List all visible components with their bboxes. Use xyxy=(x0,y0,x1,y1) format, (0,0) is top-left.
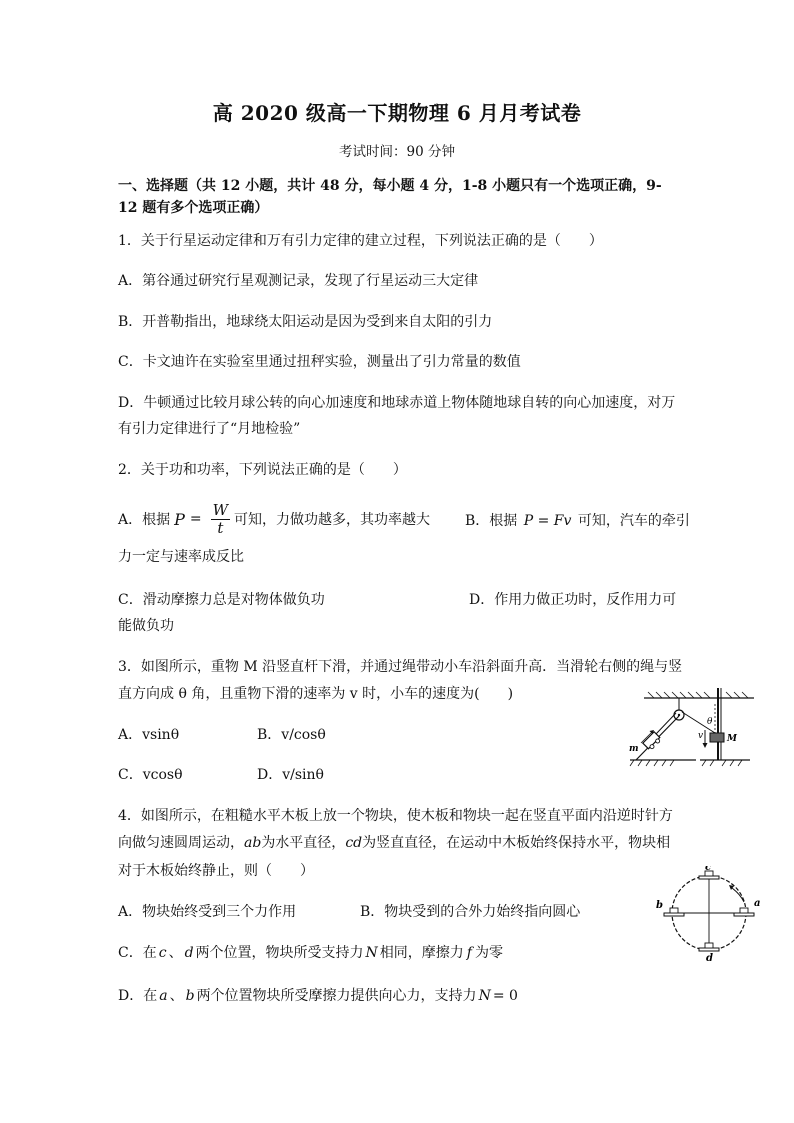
q4-c-suffix: 为零 xyxy=(474,945,503,961)
q4-stem2-prefix: 向做匀速圆周运动， xyxy=(118,835,244,851)
q3-pulley-figure xyxy=(626,688,756,768)
q4-stem-cont2: 对于木板始终静止，则（ ） xyxy=(118,863,314,879)
exam-duration: 考试时间：90 分钟 xyxy=(339,144,455,160)
q4-option-b: B．物块受到的合外力始终指向圆心 xyxy=(360,904,581,920)
q4-c-var-d: d xyxy=(184,945,194,961)
q2-a-suffix: 可知，力做功越多，其功率越大 xyxy=(234,512,431,528)
q1-option-b: B．开普勒指出，地球绕太阳运动是因为受到来自太阳的引力 xyxy=(118,314,493,330)
q4-stem2-ab: ab xyxy=(244,835,262,851)
q4-d-var-N: N xyxy=(478,988,491,1004)
q2-b-suffix: 可知，汽车的牵引 xyxy=(577,513,690,529)
q3-option-a: A．vsinθ xyxy=(118,727,180,743)
q4-d-sep: 、 xyxy=(169,988,184,1004)
q2-a-fraction xyxy=(211,502,230,537)
q2-b-formula: P = Fv xyxy=(523,513,572,529)
q4-stem-cont xyxy=(118,832,670,852)
q4-c-var-N: N xyxy=(365,945,378,961)
q4-c-var-c: c xyxy=(158,945,167,961)
q3-stem: 3．如图所示，重物 M 沿竖直杆下滑，并通过绳带动小车沿斜面升高．当滑轮右侧的绳与竖 xyxy=(118,659,683,675)
q4-d-var-a: a xyxy=(159,988,168,1004)
q4-stem2-cd: cd xyxy=(345,835,363,851)
q4-d-var-b: b xyxy=(185,988,195,1004)
q3-fig-m: m xyxy=(629,744,639,754)
q2-option-c: C．滑动摩擦力总是对物体做负功 xyxy=(118,592,325,608)
q2-a-prefix: A．根据 xyxy=(118,512,171,528)
q4-option-d xyxy=(118,985,518,1005)
section-heading: 一、选择题（共 12 小题，共计 48 分，每小题 4 分，1-8 小题只有一个选项正确，9-12 题有多个选项正确） xyxy=(118,178,662,216)
q4-d-mid: 两个位置物块所受摩擦力提供向心力，支持力 xyxy=(196,988,477,1004)
exam-title: 高 2020 级高一下期物理 6 月月考试卷 xyxy=(212,101,582,125)
q4-fig-a: a xyxy=(754,898,761,909)
q4-d-suffix: = 0 xyxy=(492,988,518,1004)
q2-option-b xyxy=(465,510,690,530)
q3-stem-cont: 直方向成 θ 角，且重物下滑的速率为 v 时，小车的速度为( ) xyxy=(118,686,514,702)
q3-option-d: D．v/sinθ xyxy=(257,767,324,783)
q2-b-prefix: B．根据 xyxy=(465,513,518,529)
q1-option-d-cont: 有引力定律进行了“月地检验” xyxy=(118,421,301,437)
q3-fig-theta: θ xyxy=(707,717,713,727)
q3-option-c: C．vcosθ xyxy=(118,767,183,783)
q2-option-b-cont: 力一定与速率成反比 xyxy=(118,549,244,565)
q2-option-a xyxy=(118,499,430,539)
q4-stem2-suffix: 为竖直直径，在运动中木板始终保持水平，物块相 xyxy=(362,835,671,851)
q4-c-mid2: 相同，摩擦力 xyxy=(379,945,464,961)
q4-d-prefix: D．在 xyxy=(118,988,158,1004)
q2-a-P: P xyxy=(174,509,185,529)
q1-stem: 1．关于行星运动定律和万有引力定律的建立过程，下列说法正确的是（ ） xyxy=(118,233,603,249)
q4-stem2-mid: 为水平直径， xyxy=(261,835,346,851)
q4-c-sep: 、 xyxy=(168,945,183,961)
q4-stem: 4．如图所示，在粗糙水平木板上放一个物块，使木板和物块一起在竖直平面内沿逆时针方 xyxy=(118,808,673,824)
q2-a-numerator: W xyxy=(212,500,229,519)
q4-c-var-f: f xyxy=(466,945,472,961)
q3-fig-v: v xyxy=(698,731,704,741)
q3-fig-M: M xyxy=(727,734,737,744)
q1-option-d: D．牛顿通过比较月球公转的向心加速度和地球赤道上物体随地球自转的向心加速度，对万 xyxy=(118,395,676,411)
q3-option-b: B．v/cosθ xyxy=(257,727,326,743)
q4-fig-d: d xyxy=(706,953,713,962)
q4-circle-figure xyxy=(654,866,764,962)
q4-c-mid: 两个位置，物块所受支持力 xyxy=(195,945,364,961)
q1-option-c: C．卡文迪许在实验室里通过扭秤实验，测量出了引力常量的数值 xyxy=(118,354,521,370)
q2-option-d: D．作用力做正功时，反作用力可 xyxy=(469,592,677,608)
q2-a-denominator: t xyxy=(217,518,224,537)
q4-option-c xyxy=(118,942,503,962)
q2-a-eq: = xyxy=(189,511,202,527)
q4-fig-c: c xyxy=(705,866,712,873)
q4-fig-b: b xyxy=(656,900,663,911)
q4-option-a: A．物块始终受到三个力作用 xyxy=(118,904,297,920)
q2-stem: 2．关于功和功率，下列说法正确的是（ ） xyxy=(118,462,407,478)
q4-c-prefix: C．在 xyxy=(118,945,157,961)
q1-option-a: A．第谷通过研究行星观测记录，发现了行星运动三大定律 xyxy=(118,273,479,289)
q2-option-d-cont: 能做负功 xyxy=(118,618,174,634)
